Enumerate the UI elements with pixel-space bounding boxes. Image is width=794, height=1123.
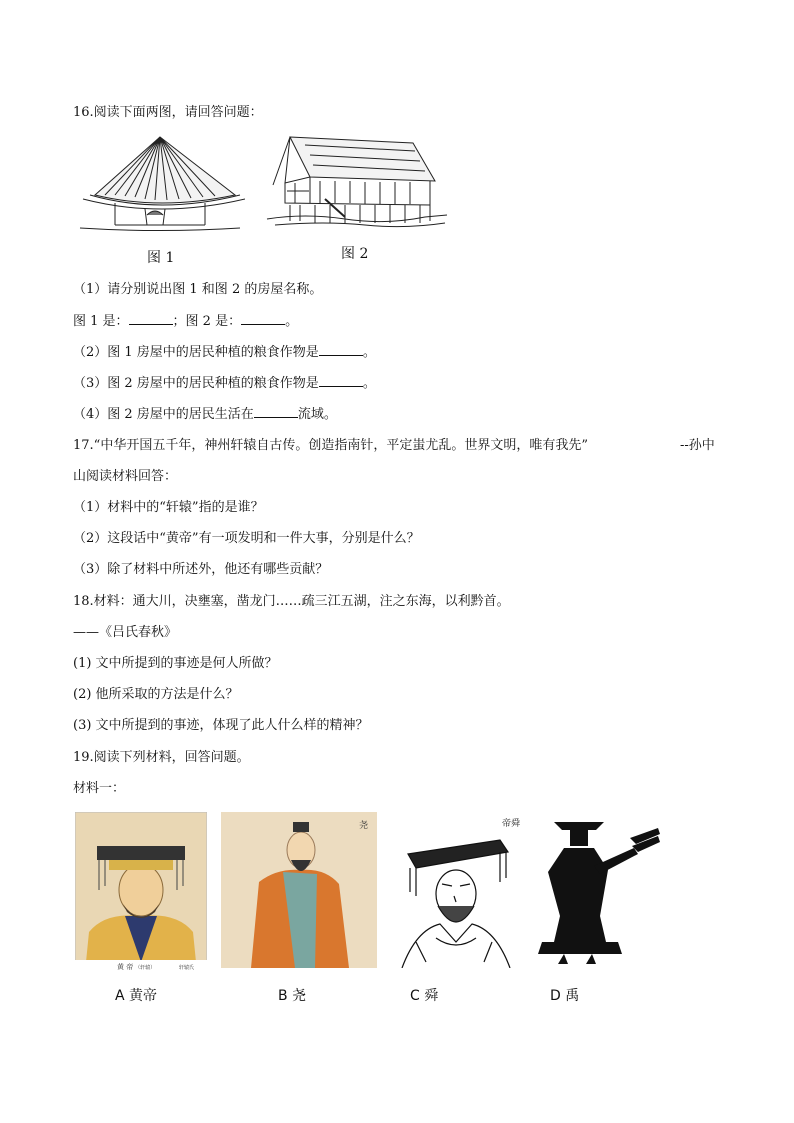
q17-instruction: 山阅读材料回答：: [73, 469, 178, 484]
portrait-b-label: B 尧: [278, 988, 307, 1004]
q16-sub1: （1）请分别说出图 1 和图 2 的房屋名称。: [73, 282, 323, 297]
answer-blank-1[interactable]: [129, 312, 173, 325]
q18-material: 18.材料：通大川，决壅塞，凿龙门……疏三江五湖，注之东海，以利黔首。: [73, 594, 510, 609]
q18-sub2: (2) 他所采取的方法是什么？: [73, 687, 239, 702]
q17-sub2: （2）这段话中“黄帝”有一项发明和一件大事，分别是什么？: [73, 531, 420, 546]
q16-sub3: （3）图 2 房屋中的居民种植的粮食作物是 。: [73, 376, 376, 391]
figure-2-stilt-house: [265, 133, 450, 231]
q16-title: 16.阅读下面两图，请回答问题：: [73, 105, 263, 120]
svg-text:帝舜: 帝舜: [502, 819, 521, 829]
figure-1-caption: 图 1: [147, 250, 175, 266]
portrait-yu: [534, 812, 664, 968]
q17-author: --孙中: [680, 438, 715, 453]
q16-answer-line: 图 1 是： ；图 2 是： 。: [73, 314, 299, 329]
q17-material: 17.“中华开国五千年，神州轩辕自古传。创造指南针，平定蚩尤乱。世界文明，唯有我先”: [73, 438, 588, 453]
q17-sub3: （3）除了材料中所述外，他还有哪些贡献？: [73, 562, 329, 577]
answer-blank-2[interactable]: [241, 312, 285, 325]
portrait-c-label: C 舜: [410, 988, 439, 1004]
portrait-yao: [221, 812, 377, 968]
answer-blank-4[interactable]: [319, 374, 363, 387]
q17-sub1: （1）材料中的“轩辕”指的是谁？: [73, 500, 264, 515]
portrait-d-label: D 禹: [550, 988, 580, 1004]
q18-sub1: (1) 文中所提到的事迹是何人所做？: [73, 656, 278, 671]
portrait-shun: [396, 812, 524, 968]
svg-text:黄 帝（轩辕）: 黄 帝 （轩辕）: [117, 963, 156, 971]
portrait-huangdi: [75, 812, 207, 972]
answer-blank-3[interactable]: [319, 343, 363, 356]
figure-1-hut: [75, 133, 245, 238]
portrait-a-label: A 黄帝: [115, 988, 158, 1004]
answer-blank-5[interactable]: [254, 405, 298, 418]
q18-source: ——《吕氏春秋》: [73, 625, 178, 640]
q19-title: 19.阅读下列材料，回答问题。: [73, 750, 250, 765]
svg-text:轩辕氏: 轩辕氏: [179, 965, 195, 971]
q16-sub2: （2）图 1 房屋中的居民种植的粮食作物是 。: [73, 345, 376, 360]
svg-text:尧: 尧: [359, 821, 369, 831]
q18-sub3: (3) 文中所提到的事迹，体现了此人什么样的精神？: [73, 718, 369, 733]
q19-material-label: 材料一：: [73, 781, 126, 796]
q16-sub4: （4）图 2 房屋中的居民生活在 流域。: [73, 407, 337, 422]
figure-2-caption: 图 2: [341, 246, 369, 262]
